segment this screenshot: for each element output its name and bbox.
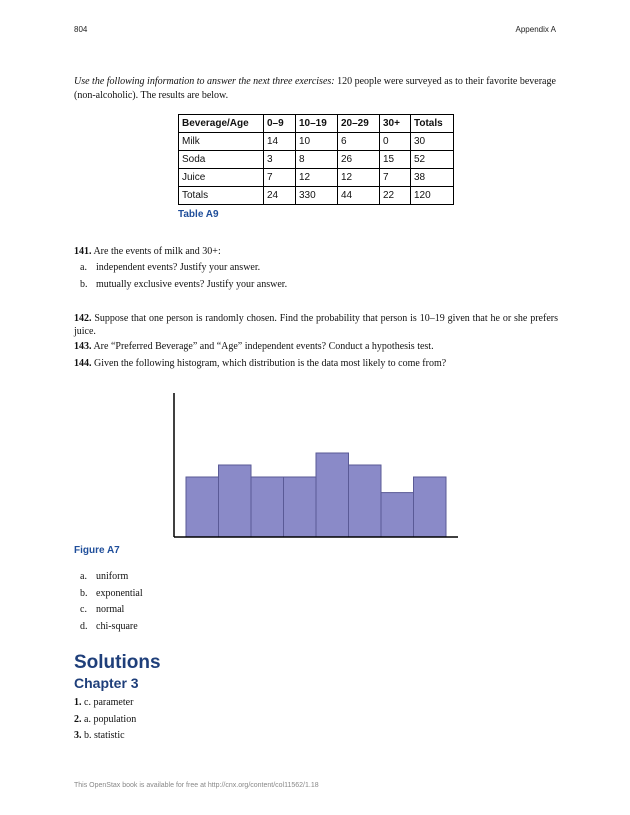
option-text: mutually exclusive events? Justify your answer. — [96, 279, 288, 290]
option-letter: a. — [80, 571, 87, 582]
option-letter: a. — [80, 262, 87, 273]
figure-caption: Figure A7 — [74, 545, 120, 556]
solution-number: 3. — [74, 730, 82, 741]
solution-number: 2. — [74, 714, 82, 725]
histogram-bar-6 — [349, 465, 382, 537]
option-item — [80, 279, 287, 290]
option-text: exponential — [96, 588, 143, 599]
table-row — [179, 187, 454, 205]
option-item — [80, 262, 260, 273]
table-header-cell: 20–29 — [338, 115, 380, 133]
option-text: uniform — [96, 571, 129, 582]
histogram-bar-5 — [316, 453, 349, 537]
histogram-bars — [186, 453, 446, 537]
table-cell: 3 — [264, 151, 296, 169]
option-letter: c. — [80, 604, 87, 615]
table-row — [179, 169, 454, 187]
histogram-bar-2 — [219, 465, 252, 537]
table-cell: 44 — [338, 187, 380, 205]
table-cell: 30 — [411, 133, 454, 151]
table-cell: Milk — [179, 133, 264, 151]
table-cell: Juice — [179, 169, 264, 187]
table-cell: 0 — [380, 133, 411, 151]
histogram-bar-8 — [414, 477, 447, 537]
question-text: Are “Preferred Beverage” and “Age” independent events? Conduct a hypothesis test. — [91, 341, 434, 352]
question-number: 144. — [74, 358, 92, 369]
question-number: 143. — [74, 341, 92, 352]
table-cell: 38 — [411, 169, 454, 187]
page-number: 804 — [74, 25, 88, 34]
table-header-cell: 10–19 — [296, 115, 338, 133]
table-row — [179, 133, 454, 151]
histogram-bar-7 — [381, 493, 414, 537]
option-item — [80, 571, 128, 582]
table-header-cell: Beverage/Age — [179, 115, 264, 133]
table-cell: 12 — [338, 169, 380, 187]
table-cell: 52 — [411, 151, 454, 169]
table-header-cell: Totals — [411, 115, 454, 133]
option-text: normal — [96, 604, 125, 615]
solution-text: a. population — [81, 714, 137, 725]
table-cell: 10 — [296, 133, 338, 151]
running-header: Appendix A — [515, 25, 556, 34]
option-text: chi-square — [96, 621, 138, 632]
histogram-bar-3 — [251, 477, 284, 537]
question-number: 142. — [74, 313, 92, 324]
table-header-row — [179, 115, 454, 133]
question-number: 141. — [74, 246, 92, 257]
histogram-chart — [160, 385, 470, 545]
option-text: independent events? Justify your answer. — [96, 262, 261, 273]
solution-text: c. parameter — [81, 697, 134, 708]
question-text: Suppose that one person is randomly chosen. Find the probability that person is 10–19 given that he or she prefers juice. — [74, 313, 558, 337]
table-row — [179, 151, 454, 169]
option-item — [80, 588, 143, 599]
table-cell: 7 — [380, 169, 411, 187]
solution-item — [74, 729, 125, 742]
option-letter: b. — [80, 279, 88, 290]
table-cell: 15 — [380, 151, 411, 169]
question-text: Are the events of milk and 30+: — [91, 246, 221, 257]
table-cell: 330 — [296, 187, 338, 205]
solution-item — [74, 696, 133, 709]
option-letter: d. — [80, 621, 88, 632]
table-cell: Soda — [179, 151, 264, 169]
question-text: Given the following histogram, which distribution is the data most likely to come from? — [91, 358, 447, 369]
table-cell: Totals — [179, 187, 264, 205]
table-cell: 120 — [411, 187, 454, 205]
question-144 — [74, 357, 446, 370]
chapter-heading: Chapter 3 — [74, 675, 139, 691]
table-cell: 22 — [380, 187, 411, 205]
option-letter: b. — [80, 588, 88, 599]
footer-text: This OpenStax book is available for free at http://cnx.org/content/col11562/1.18 — [74, 782, 319, 789]
table-cell: 24 — [264, 187, 296, 205]
beverage-age-table — [178, 114, 454, 205]
table-cell: 26 — [338, 151, 380, 169]
solution-text: b. statistic — [81, 730, 125, 741]
histogram-bar-4 — [284, 477, 317, 537]
solution-item — [74, 713, 136, 726]
table-header-cell: 30+ — [380, 115, 411, 133]
table-caption: Table A9 — [178, 209, 219, 220]
table-cell: 12 — [296, 169, 338, 187]
question-141 — [74, 245, 221, 258]
table-header-cell: 0–9 — [264, 115, 296, 133]
intro-italic-lead: Use the following information to answer the next three exercises: — [74, 76, 335, 87]
solution-number: 1. — [74, 697, 82, 708]
histogram-bar-1 — [186, 477, 219, 537]
option-item — [80, 621, 138, 632]
table-cell: 7 — [264, 169, 296, 187]
table-cell: 6 — [338, 133, 380, 151]
intro-text: 120 people were surveyed as to their favorite beverage (non-alcoholic). The results are below. — [74, 76, 556, 101]
solutions-heading: Solutions — [74, 652, 161, 673]
question-143 — [74, 340, 434, 353]
table-cell: 14 — [264, 133, 296, 151]
intro-paragraph — [74, 75, 558, 103]
option-item — [80, 604, 124, 615]
table-cell: 8 — [296, 151, 338, 169]
question-142 — [74, 312, 558, 338]
